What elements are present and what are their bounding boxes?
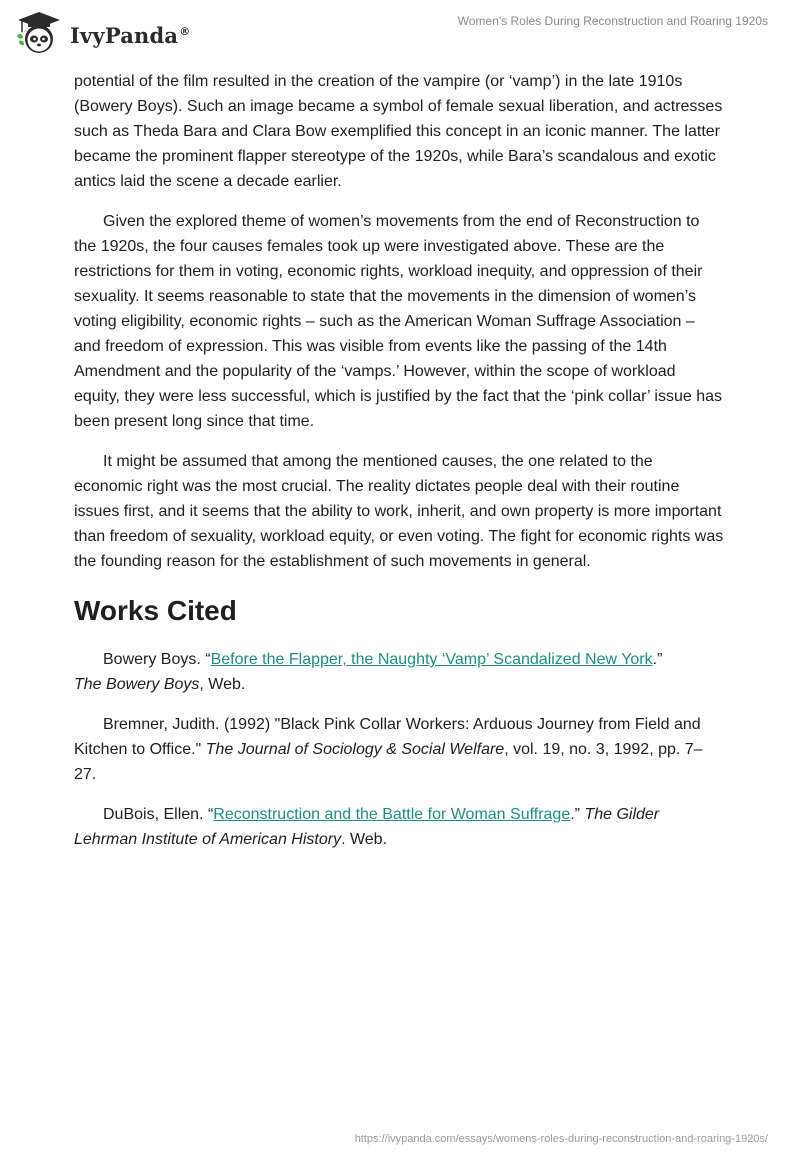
body-paragraph-1: potential of the film resulted in the creation of the vampire (or ‘vamp’) in the late 1910s (Bowery Boys). Such an image became a symbol of female sexual liberation, and actresses such as Theda Bara and Clara Bow exemplified this concept in an iconic manner. The latter became the prominent flapper stereotype of the 1920s, while Bara’s scandalous and exotic antics laid the scene a decade earlier. bbox=[74, 73, 723, 190]
citation-dubois: DuBois, Ellen. “Reconstruction and the Battle for Woman Suffrage.” The Gilder Lehrman Institute of American History. Web. bbox=[74, 806, 660, 848]
source-url[interactable]: https://ivypanda.com/essays/womens-roles-during-reconstruction-and-roaring-1920s/ bbox=[354, 1133, 768, 1145]
panda-graduate-icon bbox=[14, 8, 64, 58]
body-paragraph-2: Given the explored theme of women’s movements from the end of Reconstruction to the 1920s, the four causes females took up were investigated above. These are the restrictions for them in voting, economic rights, workload inequity, and oppression of their sexuality. It seems reasonable to state that the movements in the dimension of women’s voting eligibility, economic rights – such as the American Woman Suffrage Association – and freedom of expression. This was visible from events like the passing of the 14th Amendment and the popularity of the ‘vamps.’ However, within the scope of workload equity, they were less successful, which is justified by the fact that the ‘pink collar’ issue has been present long since that time. bbox=[74, 213, 723, 430]
citation-link-dubois[interactable]: Reconstruction and the Battle for Woman Suffrage bbox=[213, 806, 571, 823]
citation-link-bowery-boys[interactable]: Before the Flapper, the Naughty ‘Vamp’ Scandalized New York bbox=[210, 651, 653, 668]
page-header bbox=[0, 0, 800, 64]
body-paragraph-3: It might be assumed that among the mentioned causes, the one related to the economic right was the most crucial. The reality dictates people deal with their routine issues first, and it seems that the ability to work, inherit, and own property is more important than freedom of sexuality, workload equity, or even voting. The fight for economic rights was the founding reason for the establishment of such movements in general. bbox=[74, 453, 724, 570]
citation-bowery-boys: Bowery Boys. “Before the Flapper, the Naughty ‘Vamp’ Scandalized New York.” The Bowery Boys, Web. bbox=[74, 651, 663, 693]
logo-wordmark: IvyPanda® bbox=[70, 22, 191, 48]
works-cited-heading: Works Cited bbox=[74, 595, 237, 626]
citation-bremner: Bremner, Judith. (1992) "Black Pink Collar Workers: Arduous Journey from Field and Kitchen to Office." The Journal of Sociology & Social Welfare, vol. 19, no. 3, 1992, pp. 7–27. bbox=[74, 716, 703, 783]
document-title: Women’s Roles During Reconstruction and Roaring 1920s bbox=[457, 14, 768, 28]
essay-content bbox=[74, 69, 724, 867]
ivypanda-logo[interactable] bbox=[14, 8, 190, 58]
